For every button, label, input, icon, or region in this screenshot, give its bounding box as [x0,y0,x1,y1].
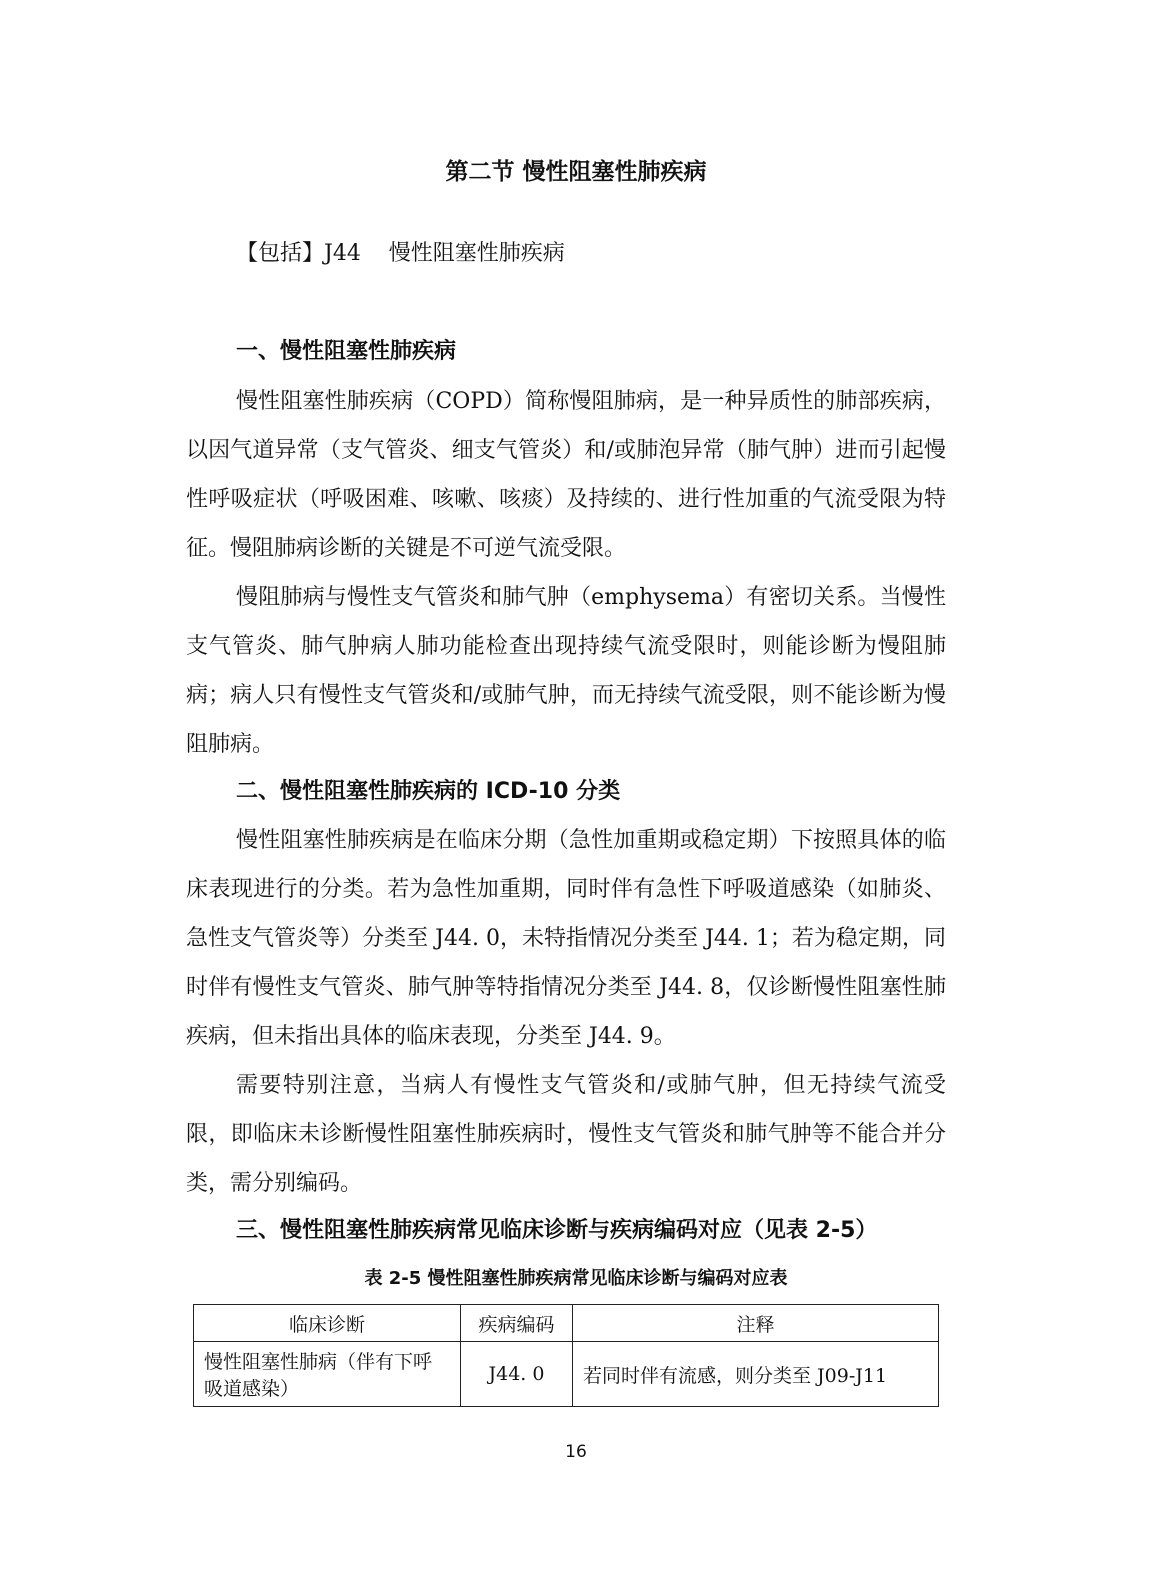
section-title: 第二节 慢性阻塞性肺疾病 [445,159,707,185]
paragraph-4: 需要特别注意，当病人有慢性支气管炎和/或肺气肿，但无持续气流受限，即临床未诊断慢性阻塞性肺疾病时，慢性支气管炎和肺气肿等不能合并分类，需分别编码。 [186,1073,946,1196]
cell-note: 若同时伴有流感，则分类至 J09-J11 [573,1342,939,1407]
cell-diagnosis: 慢性阻塞性肺病（伴有下呼吸道感染） [194,1342,461,1407]
heading-3: 三、慢性阻塞性肺疾病常见临床诊断与疾病编码对应（见表 2-5） [236,1218,878,1243]
header-clinical-diagnosis: 临床诊断 [194,1305,461,1342]
header-disease-code: 疾病编码 [461,1305,573,1342]
diagnosis-code-table [193,1304,939,1407]
table-row [194,1342,939,1407]
includes-line: 【包括】J44 慢性阻塞性肺疾病 [236,241,565,266]
paragraph-2: 慢阻肺病与慢性支气管炎和肺气肿（emphysema）有密切关系。当慢性支气管炎、肺气肿病人肺功能检查出现持续气流受限时，则能诊断为慢阻肺病；病人只有慢性支气管炎和/或肺气肿，而无持续气流受限，则不能诊断为慢阻肺病。 [186,585,946,757]
table-caption: 表 2-5 慢性阻塞性肺疾病常见临床诊断与编码对应表 [364,1268,788,1289]
paragraph-1: 慢性阻塞性肺疾病（COPD）简称慢阻肺病，是一种异质性的肺部疾病，以因气道异常（支气管炎、细支气管炎）和/或肺泡异常（肺气肿）进而引起慢性呼吸症状（呼吸困难、咳嗽、咳痰）及持续的、进行性加重的气流受限为特征。慢阻肺病诊断的关键是不可逆气流受限。 [186,389,946,561]
page-number: 16 [565,1442,587,1462]
table-header-row [194,1305,939,1342]
cell-code: J44. 0 [461,1342,573,1407]
paragraph-3: 慢性阻塞性肺疾病是在临床分期（急性加重期或稳定期）下按照具体的临床表现进行的分类。若为急性加重期，同时伴有急性下呼吸道感染（如肺炎、急性支气管炎等）分类至 J44. 0，未特指情况分类至 J44. 1；若为稳定期，同时伴有慢性支气管炎、肺气肿等特指情况分类至 J44. 8，仅诊断慢性阻塞性肺疾病，但未指出具体的临床表现，分类至 J44. 9。 [186,828,946,1049]
heading-2: 二、慢性阻塞性肺疾病的 ICD-10 分类 [236,779,621,804]
header-notes: 注释 [573,1305,939,1342]
heading-1: 一、慢性阻塞性肺疾病 [236,339,457,364]
